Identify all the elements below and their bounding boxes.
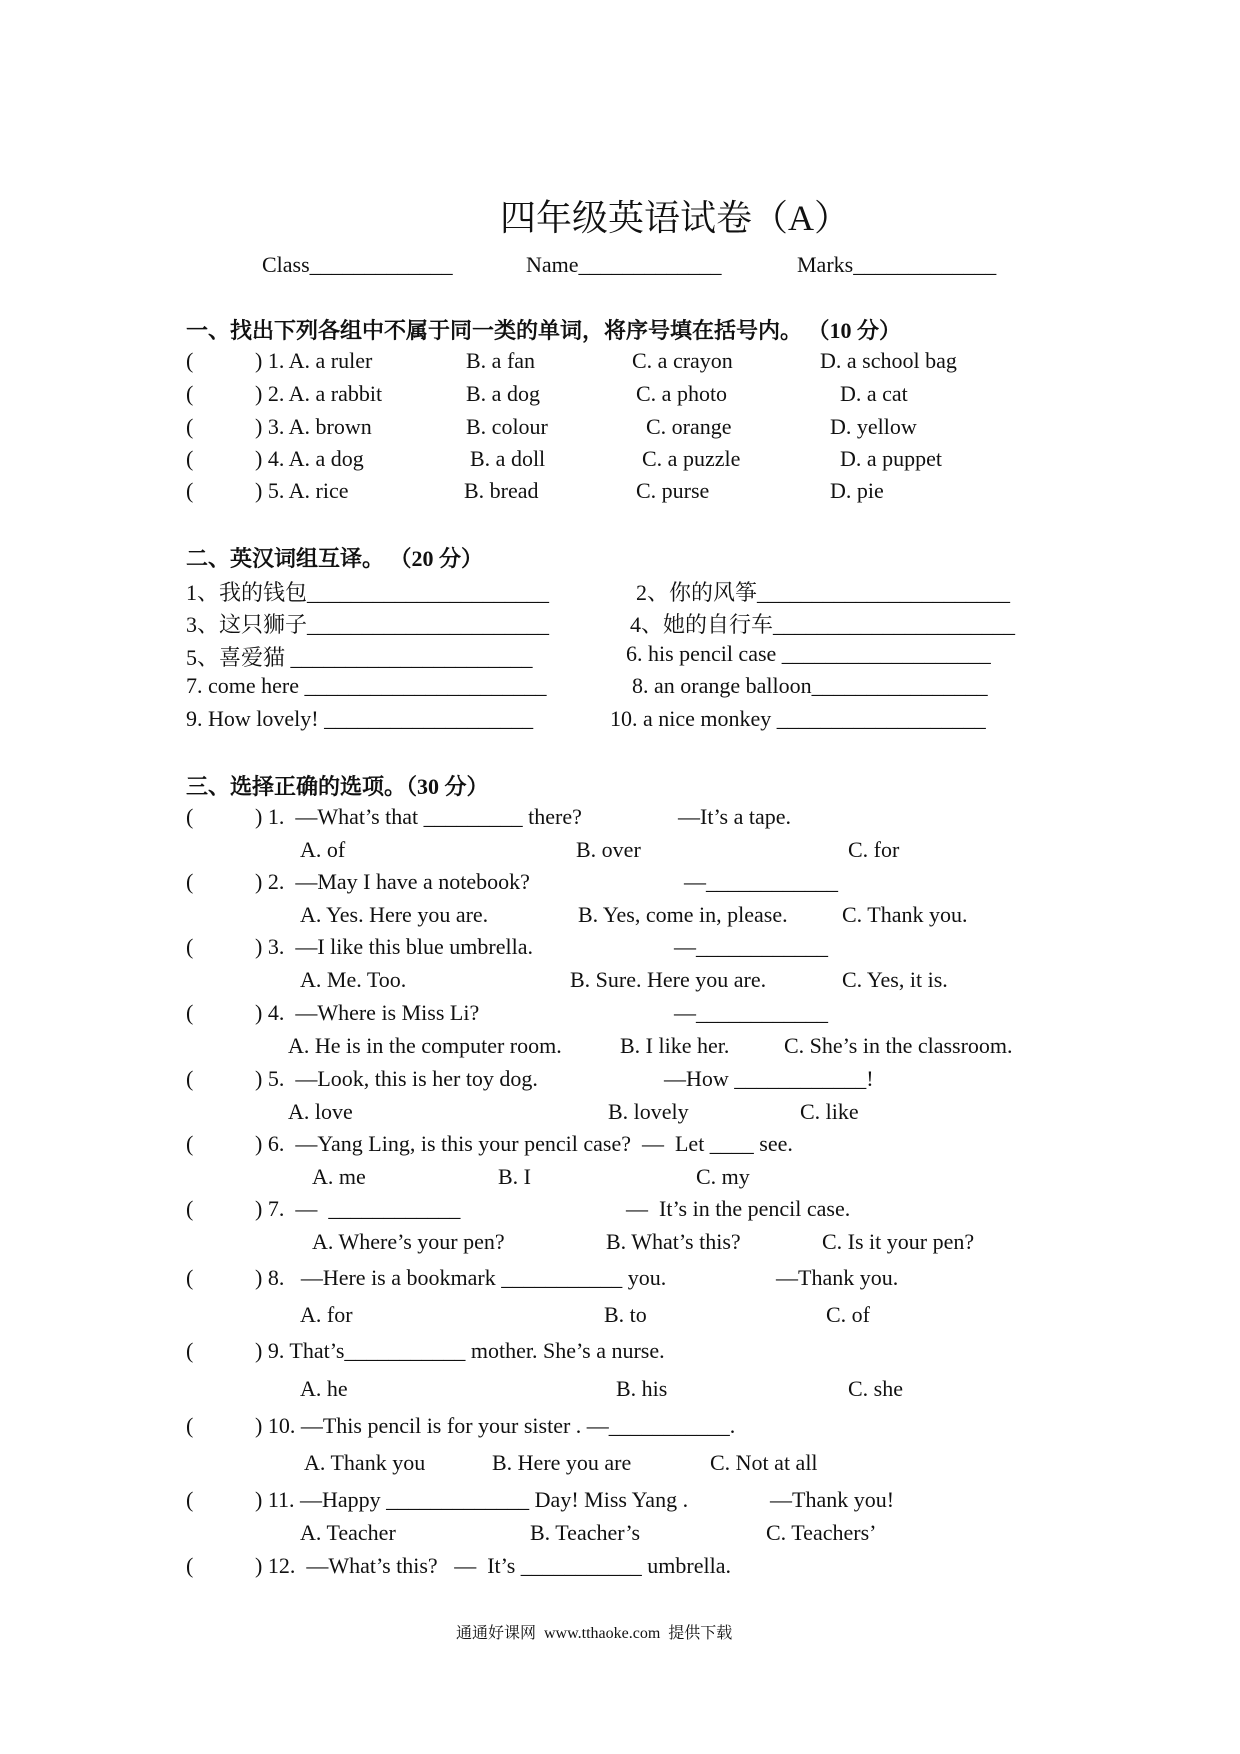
s3-q7-paren: ( bbox=[186, 1196, 194, 1221]
s1-q4-b: B. a doll bbox=[470, 446, 546, 471]
s1-q5-a: ) 5. A. rice bbox=[255, 478, 349, 503]
s3-q8-answer: —Thank you. bbox=[776, 1265, 899, 1290]
s1-q4-a: ) 4. A. a dog bbox=[255, 446, 364, 471]
s1-q4-paren: ( bbox=[186, 446, 194, 471]
s3-q11-option-b: B. Teacher’s bbox=[530, 1520, 641, 1545]
s1-q2-b: B. a dog bbox=[466, 381, 540, 406]
s3-q4-option-b: B. I like her. bbox=[620, 1033, 730, 1058]
s3-q6-question: ) 6. —Yang Ling, is this your pencil case? — Let ____ see. bbox=[255, 1131, 793, 1156]
s3-q7-answer: — It’s in the pencil case. bbox=[626, 1196, 851, 1221]
s3-q5-option-c: C. like bbox=[800, 1099, 859, 1124]
s3-q9-option-a: A. he bbox=[300, 1376, 348, 1401]
s1-q1-b: B. a fan bbox=[466, 348, 536, 373]
s3-q8-option-a: A. for bbox=[300, 1302, 353, 1327]
s2-row1-right: 2、你的风筝_______________________ bbox=[636, 580, 1011, 605]
s3-q8-question: ) 8. —Here is a bookmark ___________ you. bbox=[255, 1265, 667, 1290]
s1-q1-d: D. a school bag bbox=[820, 348, 957, 373]
s3-q2-option-a: A. Yes. Here you are. bbox=[300, 902, 489, 927]
s3-q10-option-c: C. Not at all bbox=[710, 1450, 818, 1475]
s3-q2-paren: ( bbox=[186, 869, 194, 894]
s3-q5-answer: —How ____________! bbox=[664, 1066, 874, 1091]
s3-q3-option-b: B. Sure. Here you are. bbox=[570, 967, 767, 992]
s3-q8-option-b: B. to bbox=[604, 1302, 647, 1327]
s3-q4-option-c: C. She’s in the classroom. bbox=[784, 1033, 1013, 1058]
s1-q3-c: C. orange bbox=[646, 414, 732, 439]
s1-q5-paren: ( bbox=[186, 478, 194, 503]
s3-q4-answer: —____________ bbox=[674, 1000, 828, 1025]
s3-q3-question: ) 3. —I like this blue umbrella. bbox=[255, 934, 533, 959]
s3-q9-paren: ( bbox=[186, 1338, 194, 1363]
s3-q1-answer: —It’s a tape. bbox=[678, 804, 792, 829]
footer-download-note: 通通好课网 www.tthaoke.com 提供下载 bbox=[456, 1625, 733, 1642]
s3-q11-paren: ( bbox=[186, 1487, 194, 1512]
section-1-heading: 一、找出下列各组中不属于同一类的单词，将序号填在括号内。 （10 分） bbox=[186, 318, 902, 343]
s1-q5-c: C. purse bbox=[636, 478, 710, 503]
s3-q6-option-a: A. me bbox=[312, 1164, 366, 1189]
s1-q4-d: D. a puppet bbox=[840, 446, 943, 471]
s1-q2-d: D. a cat bbox=[840, 381, 908, 406]
s3-q11-question: ) 11. —Happy _____________ Day! Miss Yang . bbox=[255, 1487, 689, 1512]
s3-q9-question: ) 9. That’s___________ mother. She’s a nurse. bbox=[255, 1338, 665, 1363]
s1-q1-c: C. a crayon bbox=[632, 348, 733, 373]
s3-q5-question: ) 5. —Look, this is her toy dog. bbox=[255, 1066, 538, 1091]
s2-row1-left: 1、我的钱包______________________ bbox=[186, 580, 550, 605]
s1-q3-d: D. yellow bbox=[830, 414, 917, 439]
section-2-heading: 二、英汉词组互译。 （20 分） bbox=[186, 546, 484, 571]
s3-q1-question: ) 1. —What’s that _________ there? bbox=[255, 804, 582, 829]
s3-q1-option-c: C. for bbox=[848, 837, 900, 862]
s3-q4-question: ) 4. —Where is Miss Li? bbox=[255, 1000, 480, 1025]
s3-q1-option-b: B. over bbox=[576, 837, 641, 862]
s1-q3-a: ) 3. A. brown bbox=[255, 414, 372, 439]
s1-q3-paren: ( bbox=[186, 414, 194, 439]
s3-q10-option-a: A. Thank you bbox=[304, 1450, 426, 1475]
s2-row5-left: 9. How lovely! ___________________ bbox=[186, 706, 534, 731]
s3-q3-option-a: A. Me. Too. bbox=[300, 967, 407, 992]
s3-q2-option-b: B. Yes, come in, please. bbox=[578, 902, 788, 927]
s2-row4-right: 8. an orange balloon________________ bbox=[632, 673, 988, 698]
s1-q1-paren: ( bbox=[186, 348, 194, 373]
s3-q8-option-c: C. of bbox=[826, 1302, 870, 1327]
s3-q3-paren: ( bbox=[186, 934, 194, 959]
s3-q5-paren: ( bbox=[186, 1066, 194, 1091]
s1-q4-c: C. a puzzle bbox=[642, 446, 741, 471]
s3-q5-option-a: A. love bbox=[288, 1099, 353, 1124]
s3-q1-paren: ( bbox=[186, 804, 194, 829]
s2-row5-right: 10. a nice monkey ___________________ bbox=[610, 706, 986, 731]
s2-row4-left: 7. come here ______________________ bbox=[186, 673, 547, 698]
s3-q10-option-b: B. Here you are bbox=[492, 1450, 632, 1475]
s3-q7-option-c: C. Is it your pen? bbox=[822, 1229, 975, 1254]
section-3-heading: 三、选择正确的选项。（30 分） bbox=[186, 774, 489, 799]
s3-q10-paren: ( bbox=[186, 1413, 194, 1438]
s3-q12-paren: ( bbox=[186, 1553, 194, 1578]
s3-q9-option-c: C. she bbox=[848, 1376, 903, 1401]
s3-q8-paren: ( bbox=[186, 1265, 194, 1290]
s1-q2-a: ) 2. A. a rabbit bbox=[255, 381, 383, 406]
s3-q5-option-b: B. lovely bbox=[608, 1099, 689, 1124]
s3-q4-option-a: A. He is in the computer room. bbox=[288, 1033, 562, 1058]
s3-q10-question: ) 10. —This pencil is for your sister . —___________. bbox=[255, 1413, 736, 1438]
class-field: Class_____________ bbox=[262, 252, 453, 277]
s3-q12-question: ) 12. —What’s this? — It’s ___________ umbrella. bbox=[255, 1553, 731, 1578]
s3-q7-option-b: B. What’s this? bbox=[606, 1229, 741, 1254]
s3-q7-question: ) 7. — ____________ bbox=[255, 1196, 461, 1221]
s3-q11-option-c: C. Teachers’ bbox=[766, 1520, 877, 1545]
s2-row2-right: 4、她的自行车______________________ bbox=[630, 612, 1016, 637]
s1-q1-a: ) 1. A. a ruler bbox=[255, 348, 373, 373]
s1-q2-paren: ( bbox=[186, 381, 194, 406]
s3-q11-answer: —Thank you! bbox=[770, 1487, 895, 1512]
s3-q2-question: ) 2. —May I have a notebook? bbox=[255, 869, 530, 894]
marks-field: Marks_____________ bbox=[797, 252, 997, 277]
s3-q1-option-a: A. of bbox=[300, 837, 346, 862]
s2-row3-right: 6. his pencil case ___________________ bbox=[626, 641, 991, 666]
s1-q2-c: C. a photo bbox=[636, 381, 728, 406]
s3-q2-answer: —____________ bbox=[684, 869, 838, 894]
s3-q11-option-a: A. Teacher bbox=[300, 1520, 396, 1545]
s3-q4-paren: ( bbox=[186, 1000, 194, 1025]
s3-q6-paren: ( bbox=[186, 1131, 194, 1156]
s3-q3-answer: —____________ bbox=[674, 934, 828, 959]
name-field: Name_____________ bbox=[526, 252, 722, 277]
s3-q9-option-b: B. his bbox=[616, 1376, 668, 1401]
s3-q2-option-c: C. Thank you. bbox=[842, 902, 968, 927]
s2-row3-left: 5、喜爱猫 ______________________ bbox=[186, 645, 533, 670]
s3-q7-option-a: A. Where’s your pen? bbox=[312, 1229, 505, 1254]
s1-q5-d: D. pie bbox=[830, 478, 884, 503]
page-title: 四年级英语试卷（A） bbox=[500, 198, 850, 238]
s1-q3-b: B. colour bbox=[466, 414, 548, 439]
s1-q5-b: B. bread bbox=[464, 478, 539, 503]
s2-row2-left: 3、这只狮子______________________ bbox=[186, 612, 550, 637]
s3-q3-option-c: C. Yes, it is. bbox=[842, 967, 948, 992]
s3-q6-option-b: B. I bbox=[498, 1164, 531, 1189]
s3-q6-option-c: C. my bbox=[696, 1164, 750, 1189]
